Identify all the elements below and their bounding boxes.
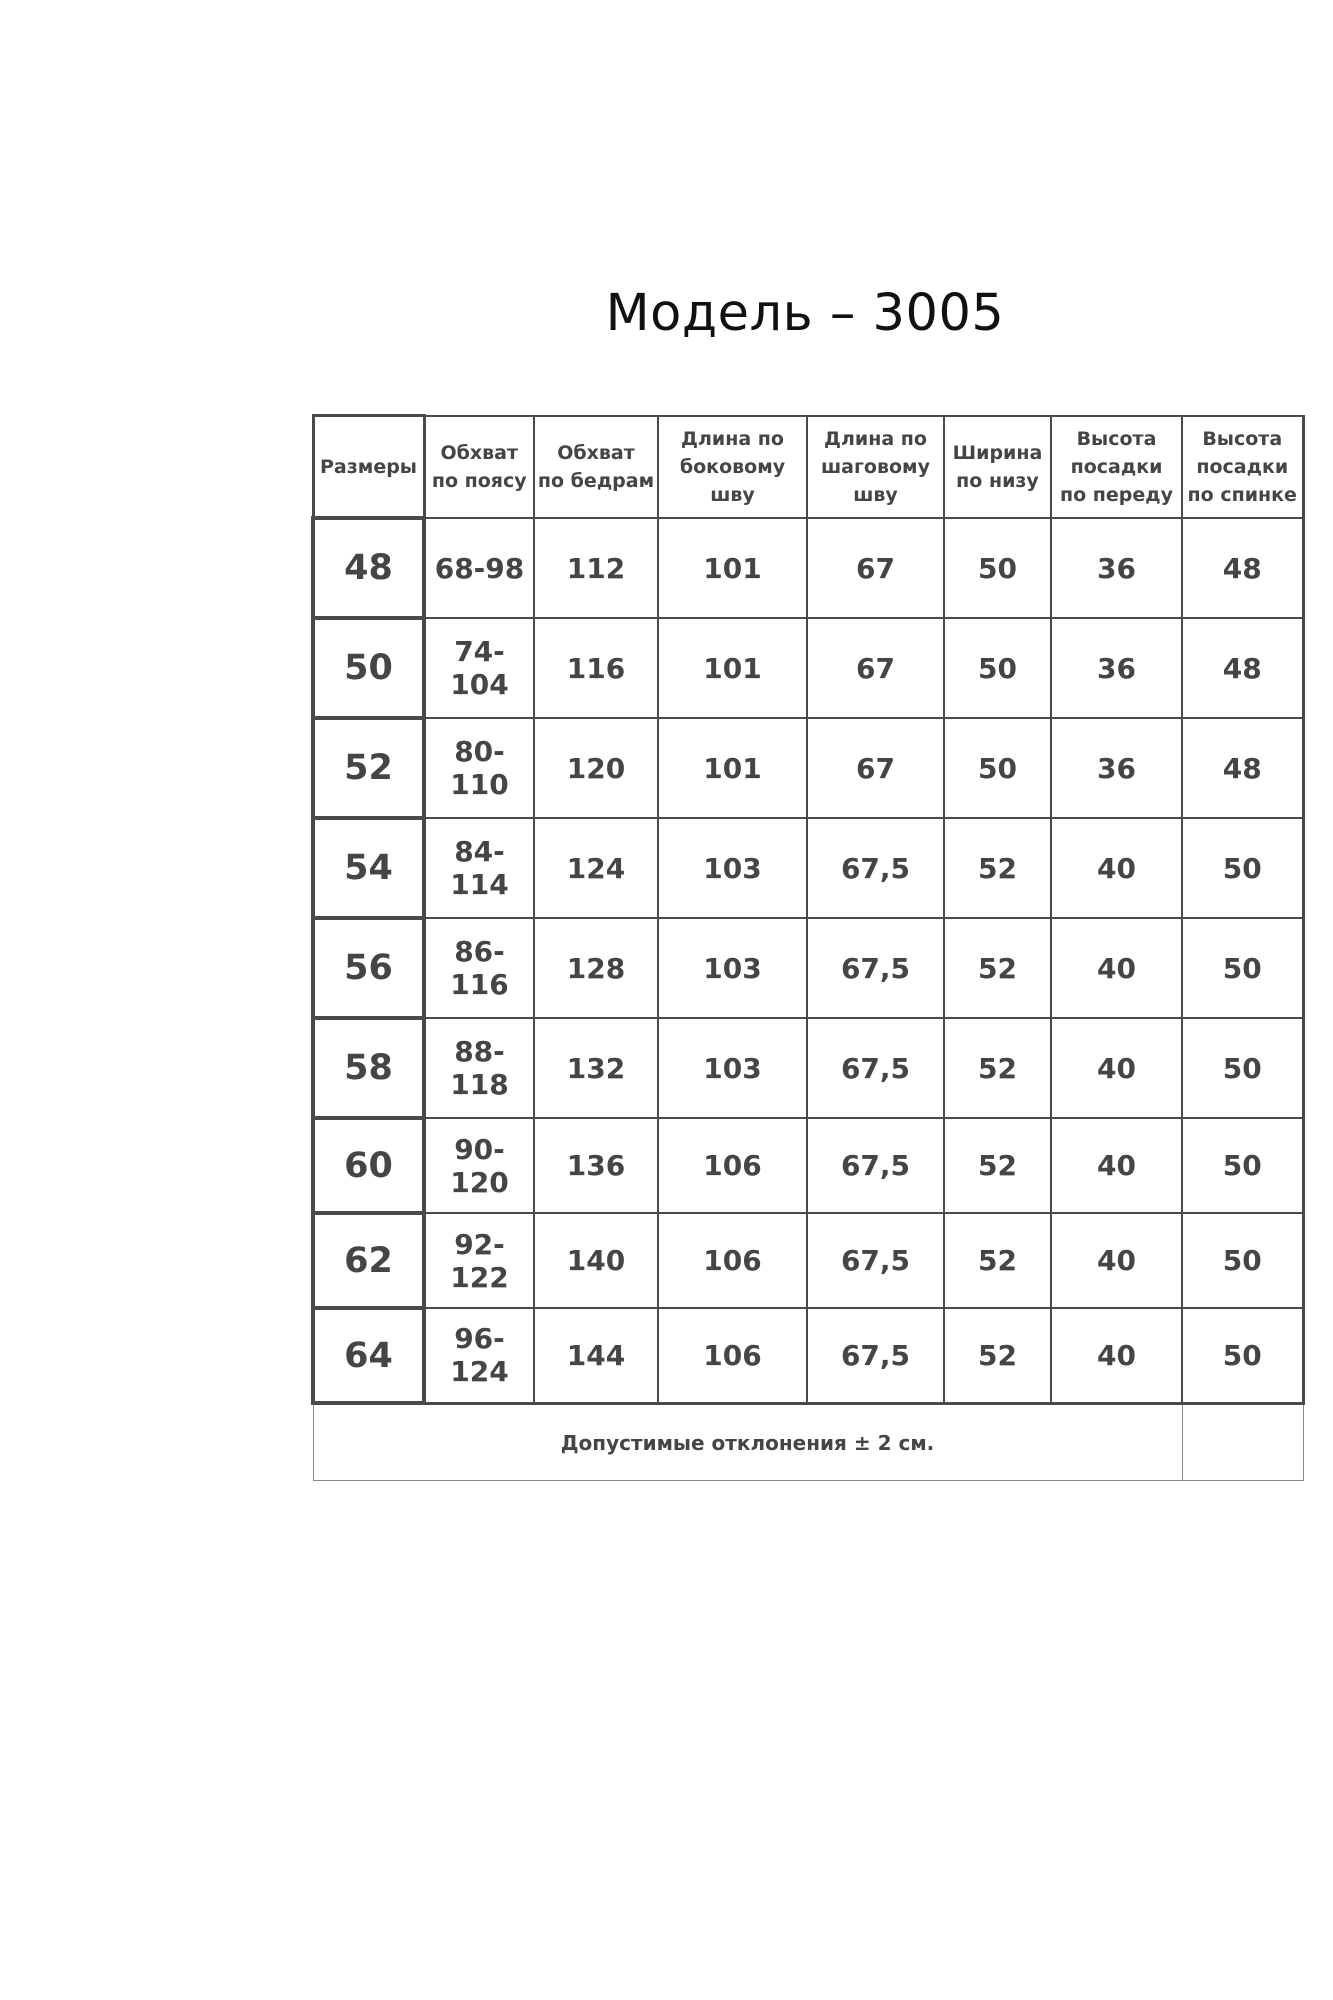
table-cell: 90-120 — [424, 1118, 534, 1213]
table-cell: 48 — [1182, 618, 1303, 718]
table-cell: 50 — [1182, 1213, 1303, 1308]
table-cell: 140 — [534, 1213, 658, 1308]
table-cell: 101 — [658, 718, 807, 818]
table-cell: 67,5 — [807, 1118, 944, 1213]
table-cell: 103 — [658, 1018, 807, 1118]
table-cell: 50 — [944, 718, 1051, 818]
header-sizes: Размеры — [313, 416, 424, 519]
table-cell: 40 — [1051, 1213, 1182, 1308]
table-row — [313, 1118, 1303, 1213]
table-cell: 67 — [807, 718, 944, 818]
table-row — [313, 1308, 1303, 1403]
size-cell: 58 — [313, 1018, 424, 1118]
table-cell: 48 — [1182, 518, 1303, 618]
table-cell: 132 — [534, 1018, 658, 1118]
table-cell: 52 — [944, 1308, 1051, 1403]
table-row — [313, 718, 1303, 818]
size-chart-table — [311, 414, 1305, 1481]
table-row — [313, 618, 1303, 718]
table-cell: 52 — [944, 918, 1051, 1018]
footnote-empty-cell — [1182, 1403, 1303, 1481]
table-cell: 67,5 — [807, 1018, 944, 1118]
table-cell: 52 — [944, 1118, 1051, 1213]
header-side-seam-length: Длина по боковому шву — [658, 416, 807, 519]
header-front-rise: Высота посадки по переду — [1051, 416, 1182, 519]
size-cell: 54 — [313, 818, 424, 918]
table-cell: 120 — [534, 718, 658, 818]
table-cell: 40 — [1051, 1308, 1182, 1403]
table-cell: 36 — [1051, 618, 1182, 718]
table-cell: 80-110 — [424, 718, 534, 818]
table-cell: 67,5 — [807, 1213, 944, 1308]
tolerance-note: Допустимые отклонения ± 2 см. — [313, 1403, 1182, 1481]
table-row — [313, 818, 1303, 918]
table-cell: 124 — [534, 818, 658, 918]
table-cell: 67,5 — [807, 918, 944, 1018]
table-cell: 50 — [1182, 818, 1303, 918]
table-cell: 103 — [658, 818, 807, 918]
header-row — [313, 416, 1303, 519]
size-cell: 64 — [313, 1308, 424, 1403]
header-inseam-length: Длина по шаговому шву — [807, 416, 944, 519]
table-cell: 84-114 — [424, 818, 534, 918]
table-cell: 67,5 — [807, 1308, 944, 1403]
table-cell: 36 — [1051, 718, 1182, 818]
table-cell: 88-118 — [424, 1018, 534, 1118]
table-row — [313, 1213, 1303, 1308]
table-cell: 40 — [1051, 918, 1182, 1018]
table-cell: 128 — [534, 918, 658, 1018]
table-cell: 50 — [1182, 1018, 1303, 1118]
table-cell: 67,5 — [807, 818, 944, 918]
table-cell: 36 — [1051, 518, 1182, 618]
table-cell: 103 — [658, 918, 807, 1018]
table-cell: 136 — [534, 1118, 658, 1213]
size-cell: 62 — [313, 1213, 424, 1308]
table-cell: 67 — [807, 518, 944, 618]
table-cell: 74-104 — [424, 618, 534, 718]
footnote-row — [313, 1403, 1303, 1481]
table-cell: 112 — [534, 518, 658, 618]
size-cell: 56 — [313, 918, 424, 1018]
size-cell: 52 — [313, 718, 424, 818]
table-cell: 106 — [658, 1213, 807, 1308]
header-hips: Обхват по бедрам — [534, 416, 658, 519]
table-cell: 144 — [534, 1308, 658, 1403]
table-cell: 40 — [1051, 1018, 1182, 1118]
table-cell: 106 — [658, 1308, 807, 1403]
table-row — [313, 918, 1303, 1018]
size-cell: 60 — [313, 1118, 424, 1213]
table-cell: 101 — [658, 518, 807, 618]
table-body — [313, 518, 1303, 1403]
table-cell: 106 — [658, 1118, 807, 1213]
size-cell: 50 — [313, 618, 424, 718]
table-row — [313, 518, 1303, 618]
table-cell: 48 — [1182, 718, 1303, 818]
table-cell: 96-124 — [424, 1308, 534, 1403]
table-cell: 86-116 — [424, 918, 534, 1018]
table-cell: 68-98 — [424, 518, 534, 618]
table-row — [313, 1018, 1303, 1118]
table-cell: 50 — [1182, 1308, 1303, 1403]
header-waist: Обхват по поясу — [424, 416, 534, 519]
header-hem-width: Ширина по низу — [944, 416, 1051, 519]
table-cell: 50 — [1182, 1118, 1303, 1213]
size-cell: 48 — [313, 518, 424, 618]
table-cell: 50 — [1182, 918, 1303, 1018]
header-back-rise: Высота посадки по спинке — [1182, 416, 1303, 519]
model-title: Модель – 3005 — [605, 284, 1005, 343]
table-cell: 52 — [944, 818, 1051, 918]
table-cell: 50 — [944, 618, 1051, 718]
table-cell: 50 — [944, 518, 1051, 618]
table-cell: 40 — [1051, 1118, 1182, 1213]
table-cell: 92-122 — [424, 1213, 534, 1308]
table-cell: 52 — [944, 1213, 1051, 1308]
table-cell: 101 — [658, 618, 807, 718]
table-cell: 40 — [1051, 818, 1182, 918]
table-cell: 67 — [807, 618, 944, 718]
table-cell: 52 — [944, 1018, 1051, 1118]
table-cell: 116 — [534, 618, 658, 718]
